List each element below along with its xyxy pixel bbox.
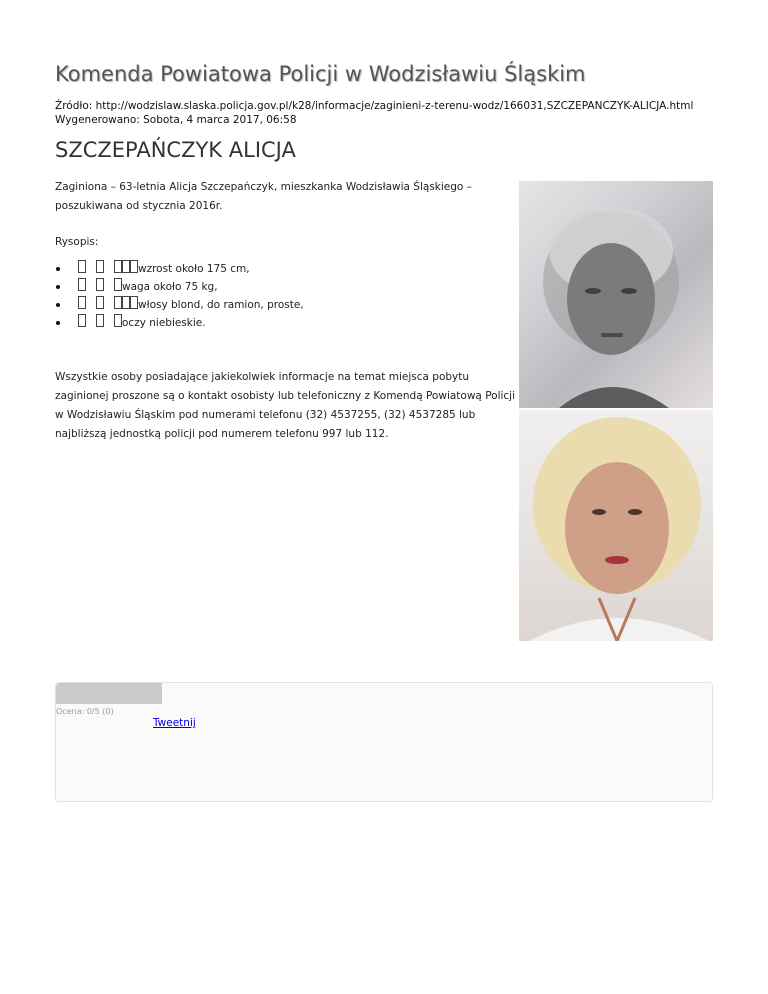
rating-panel — [55, 682, 713, 802]
missing-glyph-icon — [96, 296, 104, 309]
missing-glyph-icon — [130, 260, 138, 273]
list-item: waga około 75 kg, — [55, 278, 525, 296]
rysopis-list — [55, 260, 525, 332]
missing-glyph-icon — [114, 278, 122, 291]
article-title: SZCZEPAŃCZYK ALICJA — [55, 138, 296, 162]
missing-glyph-icon — [96, 314, 104, 327]
rating-stars-bar[interactable] — [56, 683, 162, 704]
missing-glyph-icon — [122, 296, 130, 309]
missing-glyph-icon — [114, 260, 122, 273]
list-item: wzrost około 175 cm, — [55, 260, 525, 278]
source-url: Źródło: http://wodzislaw.slaska.policja.gov.pl/k28/informacje/zaginieni-z-terenu-wodz/166031,SZCZEPANCZYK-ALICJA.html — [55, 100, 694, 112]
missing-glyph-icon — [78, 314, 86, 327]
document-meta — [55, 99, 693, 127]
site-title: Komenda Powiatowa Policji w Wodzisławiu Śląskim — [55, 62, 586, 86]
article-body — [55, 178, 525, 444]
missing-glyph-icon — [122, 260, 130, 273]
missing-glyph-icon — [130, 296, 138, 309]
generated-date: Wygenerowano: Sobota, 4 marca 2017, 06:58 — [55, 114, 297, 126]
missing-glyph-icon — [78, 260, 86, 273]
intro-paragraph: Zaginiona – 63-letnia Alicja Szczepańczyk, mieszkanka Wodzisławia Śląskiego – poszukiwana od stycznia 2016r. — [55, 181, 472, 212]
missing-glyph-icon — [78, 278, 86, 291]
missing-glyph-icon — [96, 260, 104, 273]
rating-label: Ocena: 0/5 (0) — [56, 707, 114, 716]
list-item: włosy blond, do ramion, proste, — [55, 296, 525, 314]
list-item: oczy niebieskie. — [55, 314, 525, 332]
missing-glyph-icon — [114, 314, 122, 327]
missing-glyph-icon — [78, 296, 86, 309]
photo-portrait-bw — [519, 181, 713, 408]
contact-paragraph: Wszystkie osoby posiadające jakiekolwiek informacje na temat miejsca pobytu zaginionej proszone są o kontakt osobisty lub telefoniczny z Komendą Powiatową Policji w Wodzisławiu Śląskim pod numerami telefonu (32) 4537255, (32) 4537285 lub najbliższą jednostką policji pod numerem telefonu 997 lub 112. — [55, 371, 516, 440]
rysopis-label: Rysopis: — [55, 236, 99, 248]
missing-glyph-icon — [96, 278, 104, 291]
photo-portrait-color — [519, 410, 713, 641]
missing-glyph-icon — [114, 296, 122, 309]
tweet-link[interactable]: Tweetnij — [153, 717, 196, 729]
